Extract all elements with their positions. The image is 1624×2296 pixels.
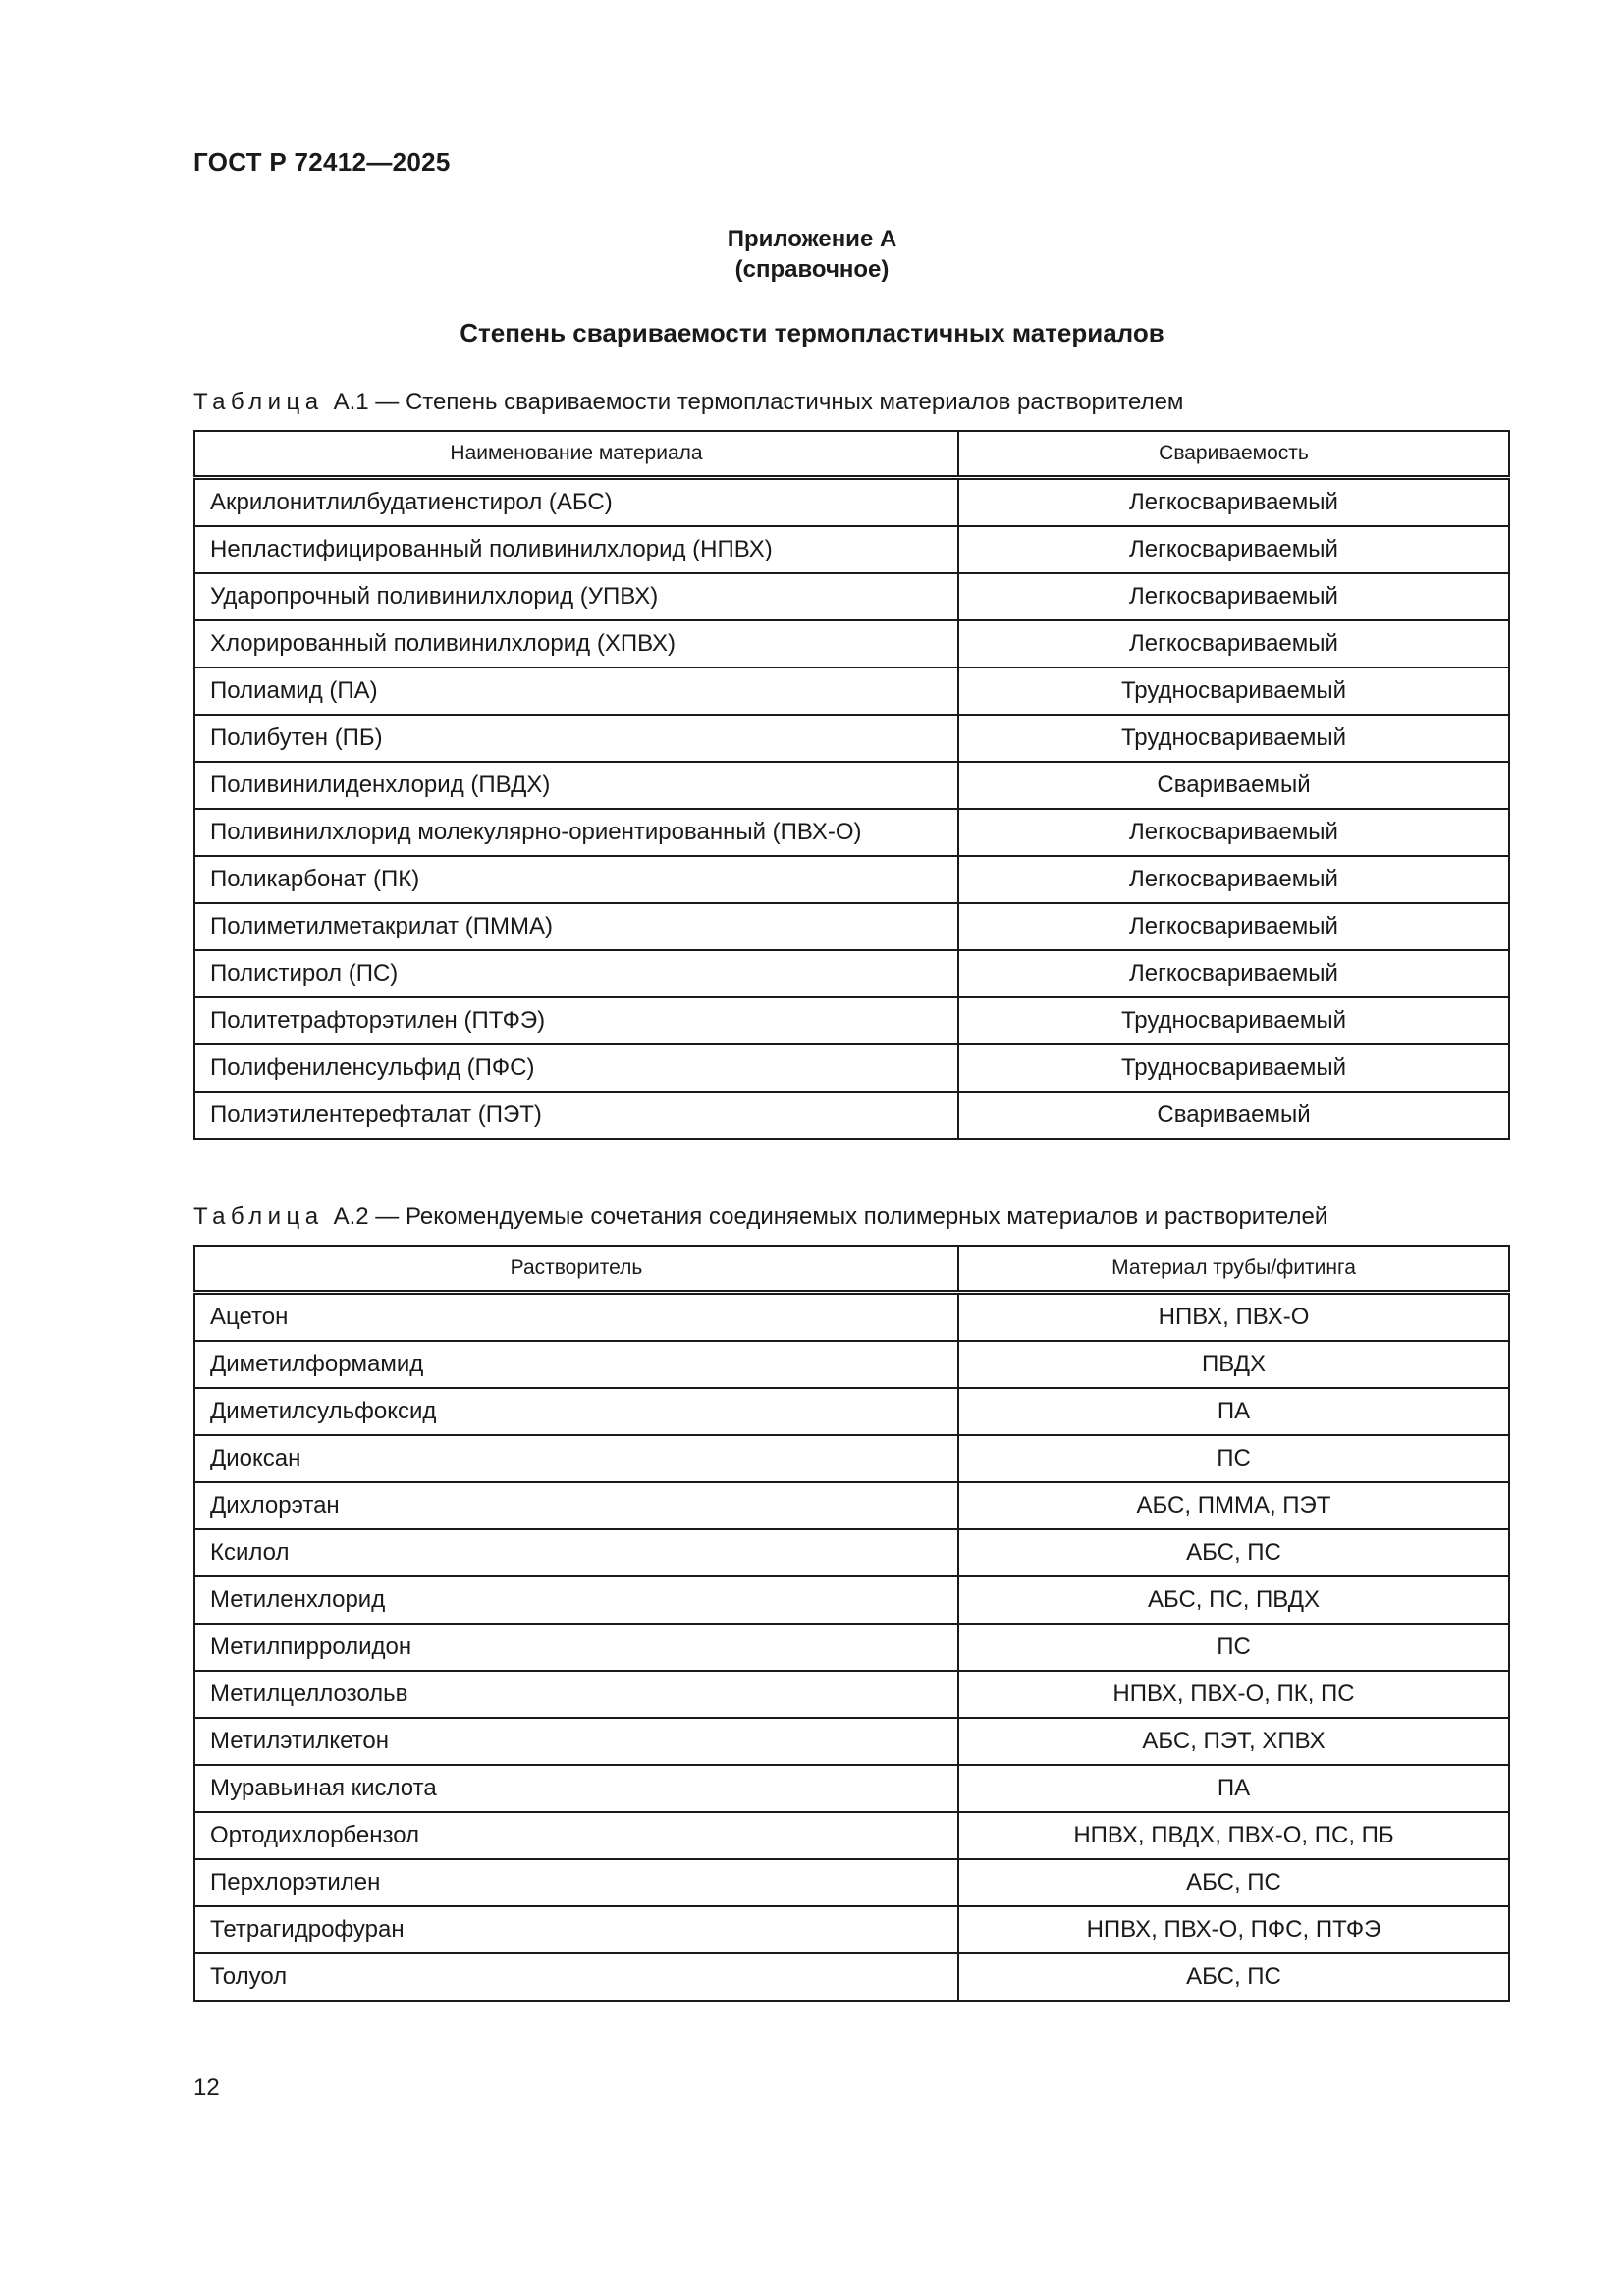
table-row <box>194 478 1509 527</box>
solvent-cell: Метиленхлорид <box>194 1576 958 1624</box>
solvent-cell: Муравьиная кислота <box>194 1765 958 1812</box>
table-row <box>194 1765 1509 1812</box>
material-cell: Полиэтилентерефталат (ПЭТ) <box>194 1092 958 1139</box>
table-row <box>194 715 1509 762</box>
pipe-material-cell: НПВХ, ПВХ-О <box>958 1293 1509 1342</box>
solvent-cell: Ксилол <box>194 1529 958 1576</box>
pipe-material-cell: АБС, ПС <box>958 1953 1509 2001</box>
pipe-material-cell: НПВХ, ПВДХ, ПВХ-О, ПС, ПБ <box>958 1812 1509 1859</box>
column-header-material: Наименование материала <box>194 431 958 478</box>
table-row <box>194 1388 1509 1435</box>
solvent-cell: Ацетон <box>194 1293 958 1342</box>
material-cell: Полиамид (ПА) <box>194 667 958 715</box>
table-row <box>194 573 1509 620</box>
material-cell: Акрилонитлилбудатиенстирол (АБС) <box>194 478 958 527</box>
weldability-cell: Трудносвариваемый <box>958 715 1509 762</box>
material-cell: Ударопрочный поливинилхлорид (УПВХ) <box>194 573 958 620</box>
table-row <box>194 1092 1509 1139</box>
pipe-material-cell: ПА <box>958 1388 1509 1435</box>
table-row <box>194 1293 1509 1342</box>
weldability-cell: Легкосвариваемый <box>958 950 1509 997</box>
table-header-row <box>194 431 1509 478</box>
solvent-cell: Метилцеллозольв <box>194 1671 958 1718</box>
pipe-material-cell: АБС, ПС <box>958 1529 1509 1576</box>
table-1-caption-word: Таблица <box>193 389 324 415</box>
weldability-cell: Легкосвариваемый <box>958 809 1509 856</box>
solvent-cell: Тетрагидрофуран <box>194 1906 958 1953</box>
weldability-cell: Легкосвариваемый <box>958 903 1509 950</box>
weldability-cell: Трудносвариваемый <box>958 997 1509 1044</box>
solvent-cell: Диметилформамид <box>194 1341 958 1388</box>
material-cell: Поливинилиденхлорид (ПВДХ) <box>194 762 958 809</box>
pipe-material-cell: НПВХ, ПВХ-О, ПК, ПС <box>958 1671 1509 1718</box>
pipe-material-cell: АБС, ПММА, ПЭТ <box>958 1482 1509 1529</box>
table-row <box>194 1718 1509 1765</box>
material-cell: Поливинилхлорид молекулярно-ориентированный (ПВХ-О) <box>194 809 958 856</box>
solvent-cell: Дихлорэтан <box>194 1482 958 1529</box>
table-row <box>194 762 1509 809</box>
table-row <box>194 997 1509 1044</box>
table-row <box>194 1341 1509 1388</box>
table-row <box>194 1624 1509 1671</box>
weldability-cell: Легкосвариваемый <box>958 620 1509 667</box>
solvent-cell: Толуол <box>194 1953 958 2001</box>
table-row <box>194 856 1509 903</box>
welding-table <box>193 430 1510 1140</box>
material-cell: Полибутен (ПБ) <box>194 715 958 762</box>
table-row <box>194 1435 1509 1482</box>
pipe-material-cell: НПВХ, ПВХ-О, ПФС, ПТФЭ <box>958 1906 1509 1953</box>
material-cell: Поликарбонат (ПК) <box>194 856 958 903</box>
material-cell: Хлорированный поливинилхлорид (ХПВХ) <box>194 620 958 667</box>
table-row <box>194 1671 1509 1718</box>
annex-title: Приложение А <box>727 226 897 252</box>
table-row <box>194 1812 1509 1859</box>
table-row <box>194 809 1509 856</box>
solvent-cell: Ортодихлорбензол <box>194 1812 958 1859</box>
material-cell: Полифениленсульфид (ПФС) <box>194 1044 958 1092</box>
table-row <box>194 667 1509 715</box>
table-row <box>194 620 1509 667</box>
annex-note: (справочное) <box>734 256 890 283</box>
weldability-cell: Трудносвариваемый <box>958 1044 1509 1092</box>
pipe-material-cell: АБС, ПС, ПВДХ <box>958 1576 1509 1624</box>
solvent-cell: Перхлорэтилен <box>194 1859 958 1906</box>
table-row <box>194 903 1509 950</box>
solvent-cell: Метилпирролидон <box>194 1624 958 1671</box>
pipe-material-cell: ПС <box>958 1435 1509 1482</box>
table-2-caption-word: Таблица <box>193 1203 324 1230</box>
solvent-table <box>193 1245 1510 2002</box>
pipe-material-cell: ПА <box>958 1765 1509 1812</box>
table-row <box>194 1482 1509 1529</box>
table-2-caption <box>193 1203 1327 1231</box>
weldability-cell: Свариваемый <box>958 1092 1509 1139</box>
column-header-weldability: Свариваемость <box>958 431 1509 478</box>
table-1-caption <box>193 389 1183 416</box>
solvent-cell: Метилэтилкетон <box>194 1718 958 1765</box>
weldability-cell: Легкосвариваемый <box>958 573 1509 620</box>
standard-code: ГОСТ Р 72412—2025 <box>193 147 451 177</box>
page-number: 12 <box>193 2074 220 2101</box>
weldability-cell: Легкосвариваемый <box>958 856 1509 903</box>
material-cell: Полистирол (ПС) <box>194 950 958 997</box>
pipe-material-cell: АБС, ПС <box>958 1859 1509 1906</box>
solvent-cell: Диметилсульфоксид <box>194 1388 958 1435</box>
table-row <box>194 950 1509 997</box>
column-header-solvent: Растворитель <box>194 1246 958 1293</box>
table-row <box>194 1044 1509 1092</box>
table-row <box>194 1953 1509 2001</box>
pipe-material-cell: АБС, ПЭТ, ХПВХ <box>958 1718 1509 1765</box>
weldability-cell: Свариваемый <box>958 762 1509 809</box>
material-cell: Непластифицированный поливинилхлорид (НПВХ) <box>194 526 958 573</box>
table-row <box>194 1859 1509 1906</box>
table-row <box>194 1906 1509 1953</box>
table-row <box>194 1529 1509 1576</box>
table-1-caption-text: А.1 — Степень свариваемости термопластичных материалов растворителем <box>333 389 1184 415</box>
weldability-cell: Легкосвариваемый <box>958 526 1509 573</box>
column-header-pipe-material: Материал трубы/фитинга <box>958 1246 1509 1293</box>
pipe-material-cell: ПС <box>958 1624 1509 1671</box>
pipe-material-cell: ПВДХ <box>958 1341 1509 1388</box>
table-2-caption-text: А.2 — Рекомендуемые сочетания соединяемых полимерных материалов и растворителей <box>333 1203 1328 1230</box>
table-row <box>194 1576 1509 1624</box>
table-header-row <box>194 1246 1509 1293</box>
annex-subject: Степень свариваемости термопластичных материалов <box>460 318 1164 347</box>
material-cell: Политетрафторэтилен (ПТФЭ) <box>194 997 958 1044</box>
table-row <box>194 526 1509 573</box>
material-cell: Полиметилметакрилат (ПММА) <box>194 903 958 950</box>
weldability-cell: Трудносвариваемый <box>958 667 1509 715</box>
solvent-cell: Диоксан <box>194 1435 958 1482</box>
weldability-cell: Легкосвариваемый <box>958 478 1509 527</box>
